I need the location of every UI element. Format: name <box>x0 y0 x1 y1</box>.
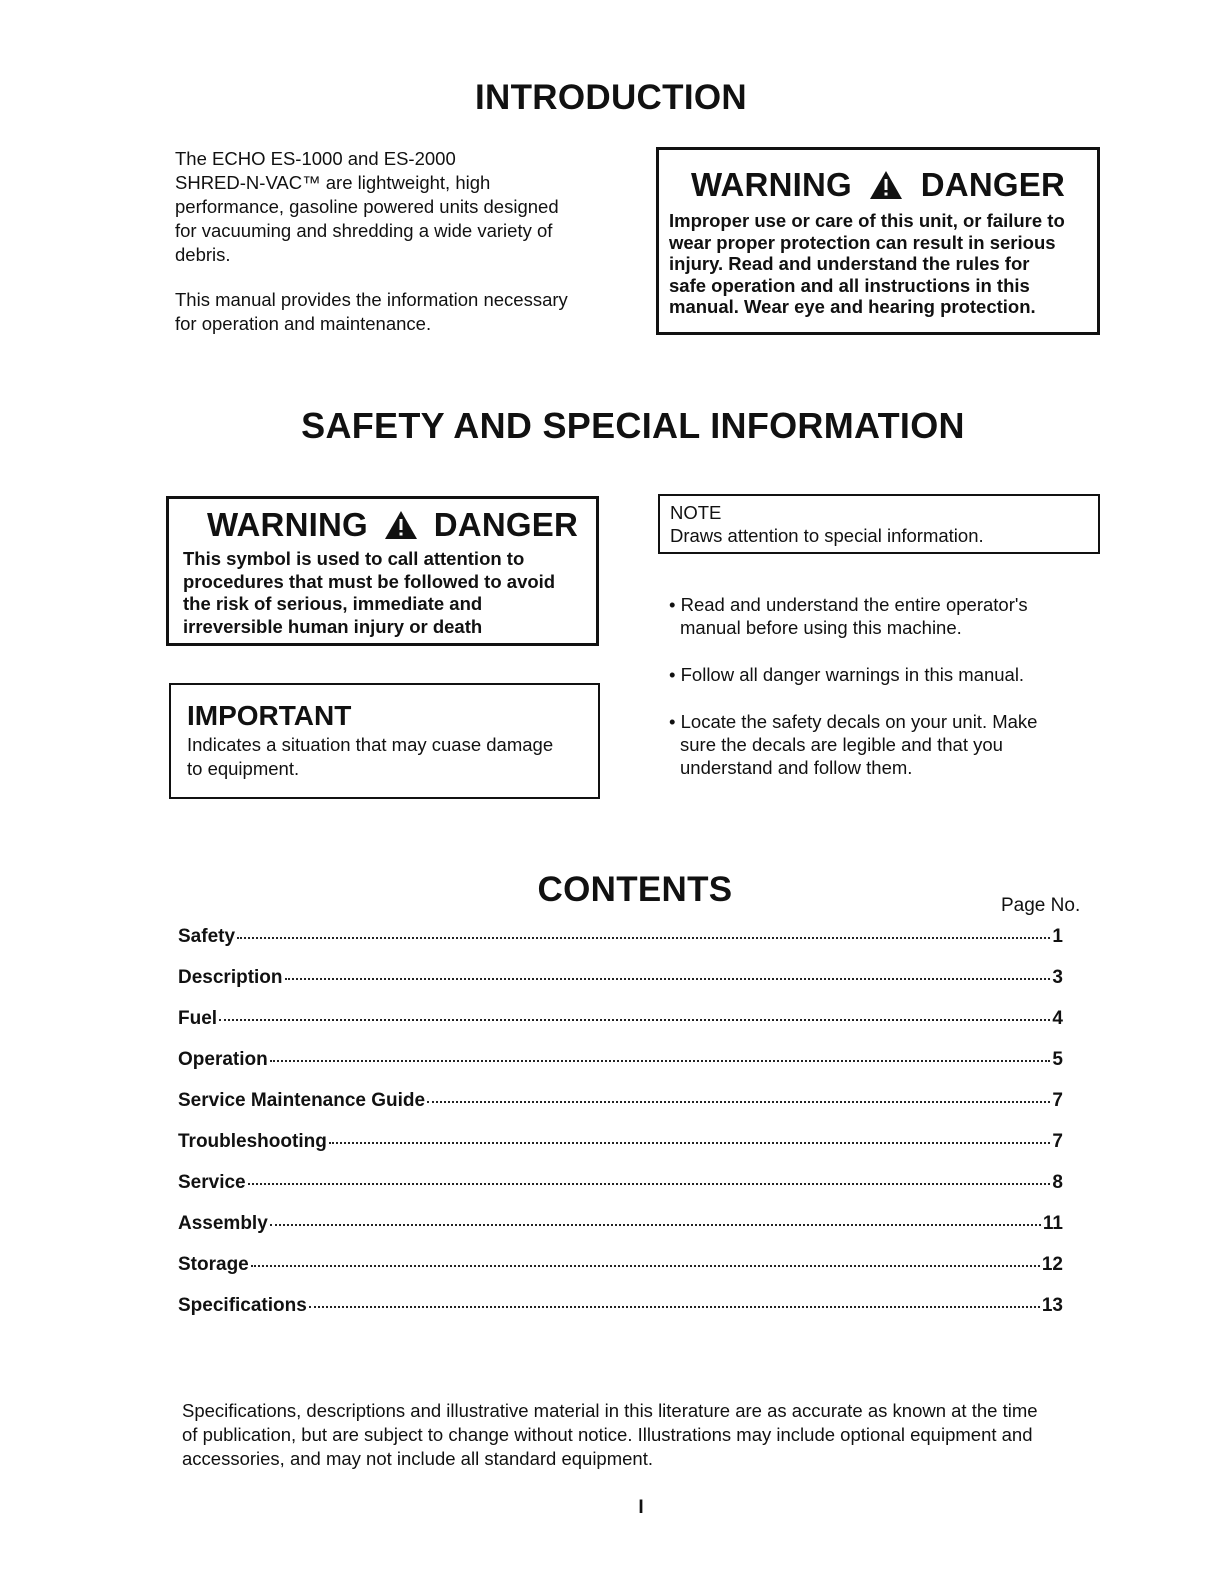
toc-leader <box>270 1060 1051 1062</box>
warning-triangle-icon <box>384 510 418 540</box>
important-text: Indicates a situation that may cuase damage to equipment. <box>187 734 554 779</box>
toc-leader <box>309 1306 1040 1308</box>
danger-word: DANGER <box>920 166 1065 203</box>
warning-word: WARNING <box>207 506 368 543</box>
warning-danger-header <box>183 506 582 544</box>
toc-leader <box>219 1019 1050 1021</box>
toc-row-troubleshooting[interactable]: Troubleshooting 7 <box>178 1131 1063 1152</box>
important-title: IMPORTANT <box>187 700 352 731</box>
intro-paragraph-1: The ECHO ES-1000 and ES-2000 SHRED-N-VAC™ are lightweight, high performance, gasoline powered units designed for vacuuming and shredding a wide variety of debris. <box>175 148 559 265</box>
safety-bullet-1: • Read and understand the entire operator's manual before using this machine. <box>669 594 1028 638</box>
safety-warning-text: This symbol is used to call attention to procedures that must be followed to avoid the risk of serious, immediate and irreversible human injury or death <box>183 548 556 637</box>
safety-heading: SAFETY AND SPECIAL INFORMATION <box>301 405 965 446</box>
danger-word: DANGER <box>433 506 578 543</box>
toc-row-fuel[interactable]: Fuel 4 <box>178 1008 1063 1029</box>
toc-row-safety[interactable]: Safety 1 <box>178 926 1063 947</box>
toc-row-assembly[interactable]: Assembly 11 <box>178 1213 1063 1234</box>
toc-leader <box>237 937 1050 939</box>
toc-row-specifications[interactable]: Specifications 13 <box>178 1295 1063 1316</box>
important-box <box>169 683 600 799</box>
warning-triangle-icon <box>869 170 903 200</box>
toc-leader <box>251 1265 1040 1267</box>
contents-heading: CONTENTS <box>537 870 733 909</box>
toc-leader <box>248 1183 1051 1185</box>
toc-leader <box>427 1101 1050 1103</box>
page-no-label: Page No. <box>1001 895 1081 916</box>
note-box <box>658 494 1100 554</box>
intro-warning-box <box>656 147 1100 335</box>
intro-warning-text: Improper use or care of this unit, or failure to wear proper protection can result in serious injury. Read and understand the rules for safe operation and all instructions in this manual. Wear eye and hearing protection. <box>669 210 1065 317</box>
toc-leader <box>285 978 1051 980</box>
disclaimer: Specifications, descriptions and illustrative material in this literature are as accurate as known at the time of publication, but are subject to change without notice. Illustrations may include optional equipment and accessories, and may not include all standard equipment. <box>182 1400 1038 1469</box>
warning-danger-header <box>669 166 1087 204</box>
safety-warning-box <box>166 496 599 646</box>
warning-word: WARNING <box>691 166 852 203</box>
toc-row-description[interactable]: Description 3 <box>178 967 1063 988</box>
toc-row-operation[interactable]: Operation 5 <box>178 1049 1063 1070</box>
toc-row-service-maintenance-guide[interactable]: Service Maintenance Guide 7 <box>178 1090 1063 1111</box>
intro-paragraph-2: This manual provides the information necessary for operation and maintenance. <box>175 289 568 334</box>
introduction-heading: INTRODUCTION <box>475 78 747 117</box>
note-text: Draws attention to special information. <box>670 525 984 546</box>
page-number: I <box>638 1497 644 1518</box>
toc-leader <box>270 1224 1041 1226</box>
toc-row-storage[interactable]: Storage 12 <box>178 1254 1063 1275</box>
note-title: NOTE <box>670 502 722 523</box>
safety-bullet-2: • Follow all danger warnings in this manual. <box>669 664 1025 685</box>
safety-bullet-3: • Locate the safety decals on your unit. Make sure the decals are legible and that you understand and follow them. <box>669 711 1038 778</box>
toc-leader <box>329 1142 1051 1144</box>
toc-row-service[interactable]: Service 8 <box>178 1172 1063 1193</box>
